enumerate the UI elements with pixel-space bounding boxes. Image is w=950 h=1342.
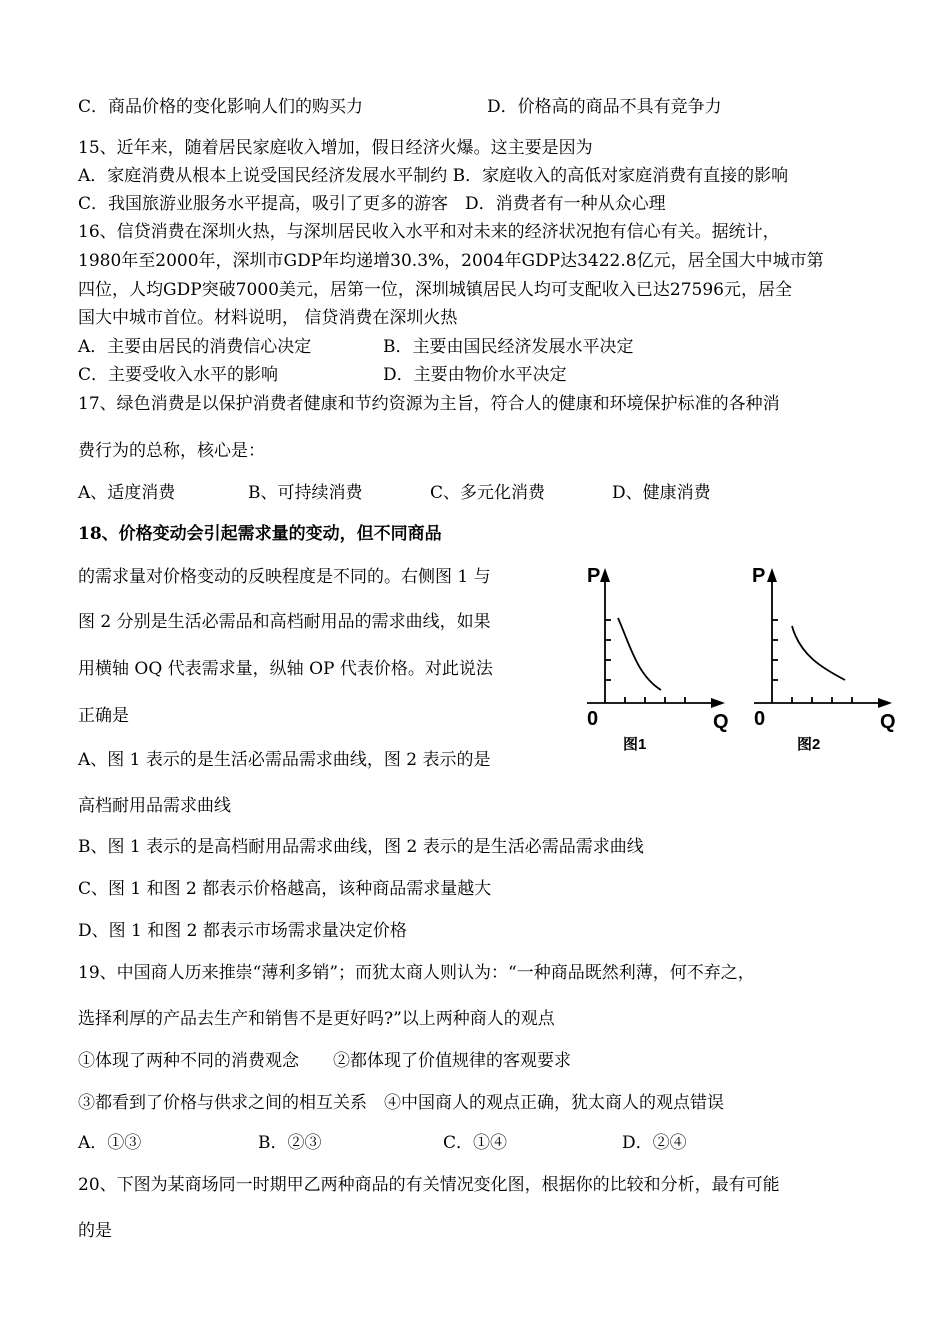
q16-stem-3: 四位，人均GDP突破7000美元，居第一位，深圳城镇居民人均可支配收入已达27596元，居全 (78, 280, 792, 300)
q19-statement-3-4: ③都看到了价格与供求之间的相互关系 ④中国商人的观点正确，犹太商人的观点错误 (78, 1093, 724, 1113)
q18-option-b: B、图 1 表示的是高档耐用品需求曲线，图 2 表示的是生活必需品需求曲线 (78, 837, 644, 857)
q19-option-b: B．②③ (258, 1133, 322, 1153)
q14-option-c: C．商品价格的变化影响人们的购买力 (78, 97, 364, 117)
fig1-p-label: P (587, 565, 601, 587)
q16-option-a: A．主要由居民的消费信心决定 (78, 337, 312, 357)
q17-stem-2: 费行为的总称，核心是： (78, 441, 265, 461)
q18-option-a-2: 高档耐用品需求曲线 (78, 796, 231, 816)
fig1-caption: 图1 (623, 736, 647, 753)
fig1-q-label: Q (713, 711, 729, 733)
q18-stem-4: 用横轴 OQ 代表需求量，纵轴 OP 代表价格。对此说法 (78, 659, 493, 679)
q18-option-d: D、图 1 和图 2 都表示市场需求量决定价格 (78, 921, 407, 941)
q20-stem-1: 20、下图为某商场同一时期甲乙两种商品的有关情况变化图，根据你的比较和分析，最有可能 (78, 1175, 780, 1195)
figure-1-demand-curve (575, 560, 735, 760)
q17-option-b: B、可持续消费 (248, 483, 363, 503)
q16-option-d: D．主要由物价水平决定 (383, 365, 567, 385)
fig2-p-label: P (752, 565, 766, 587)
q18-stem-2: 的需求量对价格变动的反映程度是不同的。右侧图 1 与 (78, 567, 491, 587)
q16-stem-4: 国大中城市首位。材料说明， 信贷消费在深圳火热 (78, 308, 458, 328)
figure-2-demand-curve (742, 560, 902, 760)
q17-option-c: C、多元化消费 (430, 483, 546, 503)
q17-stem-1: 17、绿色消费是以保护消费者健康和节约资源为主旨，符合人的健康和环境保护标准的各种消 (78, 394, 780, 414)
q18-option-a-1: A、图 1 表示的是生活必需品需求曲线，图 2 表示的是 (78, 750, 491, 770)
q16-stem-2: 1980年至2000年，深圳市GDP年均递增30.3%，2004年GDP达3422.8亿元，居全国大中城市第 (78, 251, 824, 271)
q19-option-d: D．②④ (622, 1133, 687, 1153)
q20-stem-2: 的是 (78, 1221, 112, 1241)
q17-option-a: A、适度消费 (78, 483, 176, 503)
q16-option-b: B．主要由国民经济发展水平决定 (383, 337, 634, 357)
fig2-origin-label: 0 (754, 708, 766, 730)
fig2-q-label: Q (880, 711, 896, 733)
q15-options-ab: A．家庭消费从根本上说受国民经济发展水平制约 B．家庭收入的高低对家庭消费有直接的影响 (78, 166, 789, 186)
q15-options-cd: C．我国旅游业服务水平提高，吸引了更多的游客 D．消费者有一种从众心理 (78, 194, 666, 214)
q19-option-a: A．①③ (78, 1133, 142, 1153)
q19-statement-1-2: ①体现了两种不同的消费观念 ②都体现了价值规律的客观要求 (78, 1051, 571, 1071)
q14-option-d: D．价格高的商品不具有竞争力 (487, 97, 722, 117)
q16-option-c: C．主要受收入水平的影响 (78, 365, 279, 385)
q19-stem-1: 19、中国商人历来推崇“薄利多销”；而犹太商人则认为：“一种商品既然利薄，何不弃之， (78, 963, 755, 983)
fig1-origin-label: 0 (587, 708, 599, 730)
q18-stem-5: 正确是 (78, 706, 129, 726)
q19-stem-2: 选择利厚的产品去生产和销售不是更好吗?”以上两种商人的观点 (78, 1009, 555, 1029)
q16-stem-1: 16、信贷消费在深圳火热，与深圳居民收入水平和对未来的经济状况抱有信心有关。据统计， (78, 222, 780, 242)
q18-stem-1: 18、价格变动会引起需求量的变动，但不同商品 (78, 524, 442, 544)
q19-option-c: C．①④ (443, 1133, 508, 1153)
q18-option-c: C、图 1 和图 2 都表示价格越高，该种商品需求量越大 (78, 879, 492, 899)
q17-option-d: D、健康消费 (612, 483, 711, 503)
q15-stem: 15、近年来，随着居民家庭收入增加，假日经济火爆。这主要是因为 (78, 138, 593, 158)
q18-stem-3: 图 2 分别是生活必需品和高档耐用品的需求曲线，如果 (78, 612, 491, 632)
fig2-caption: 图2 (797, 736, 821, 753)
